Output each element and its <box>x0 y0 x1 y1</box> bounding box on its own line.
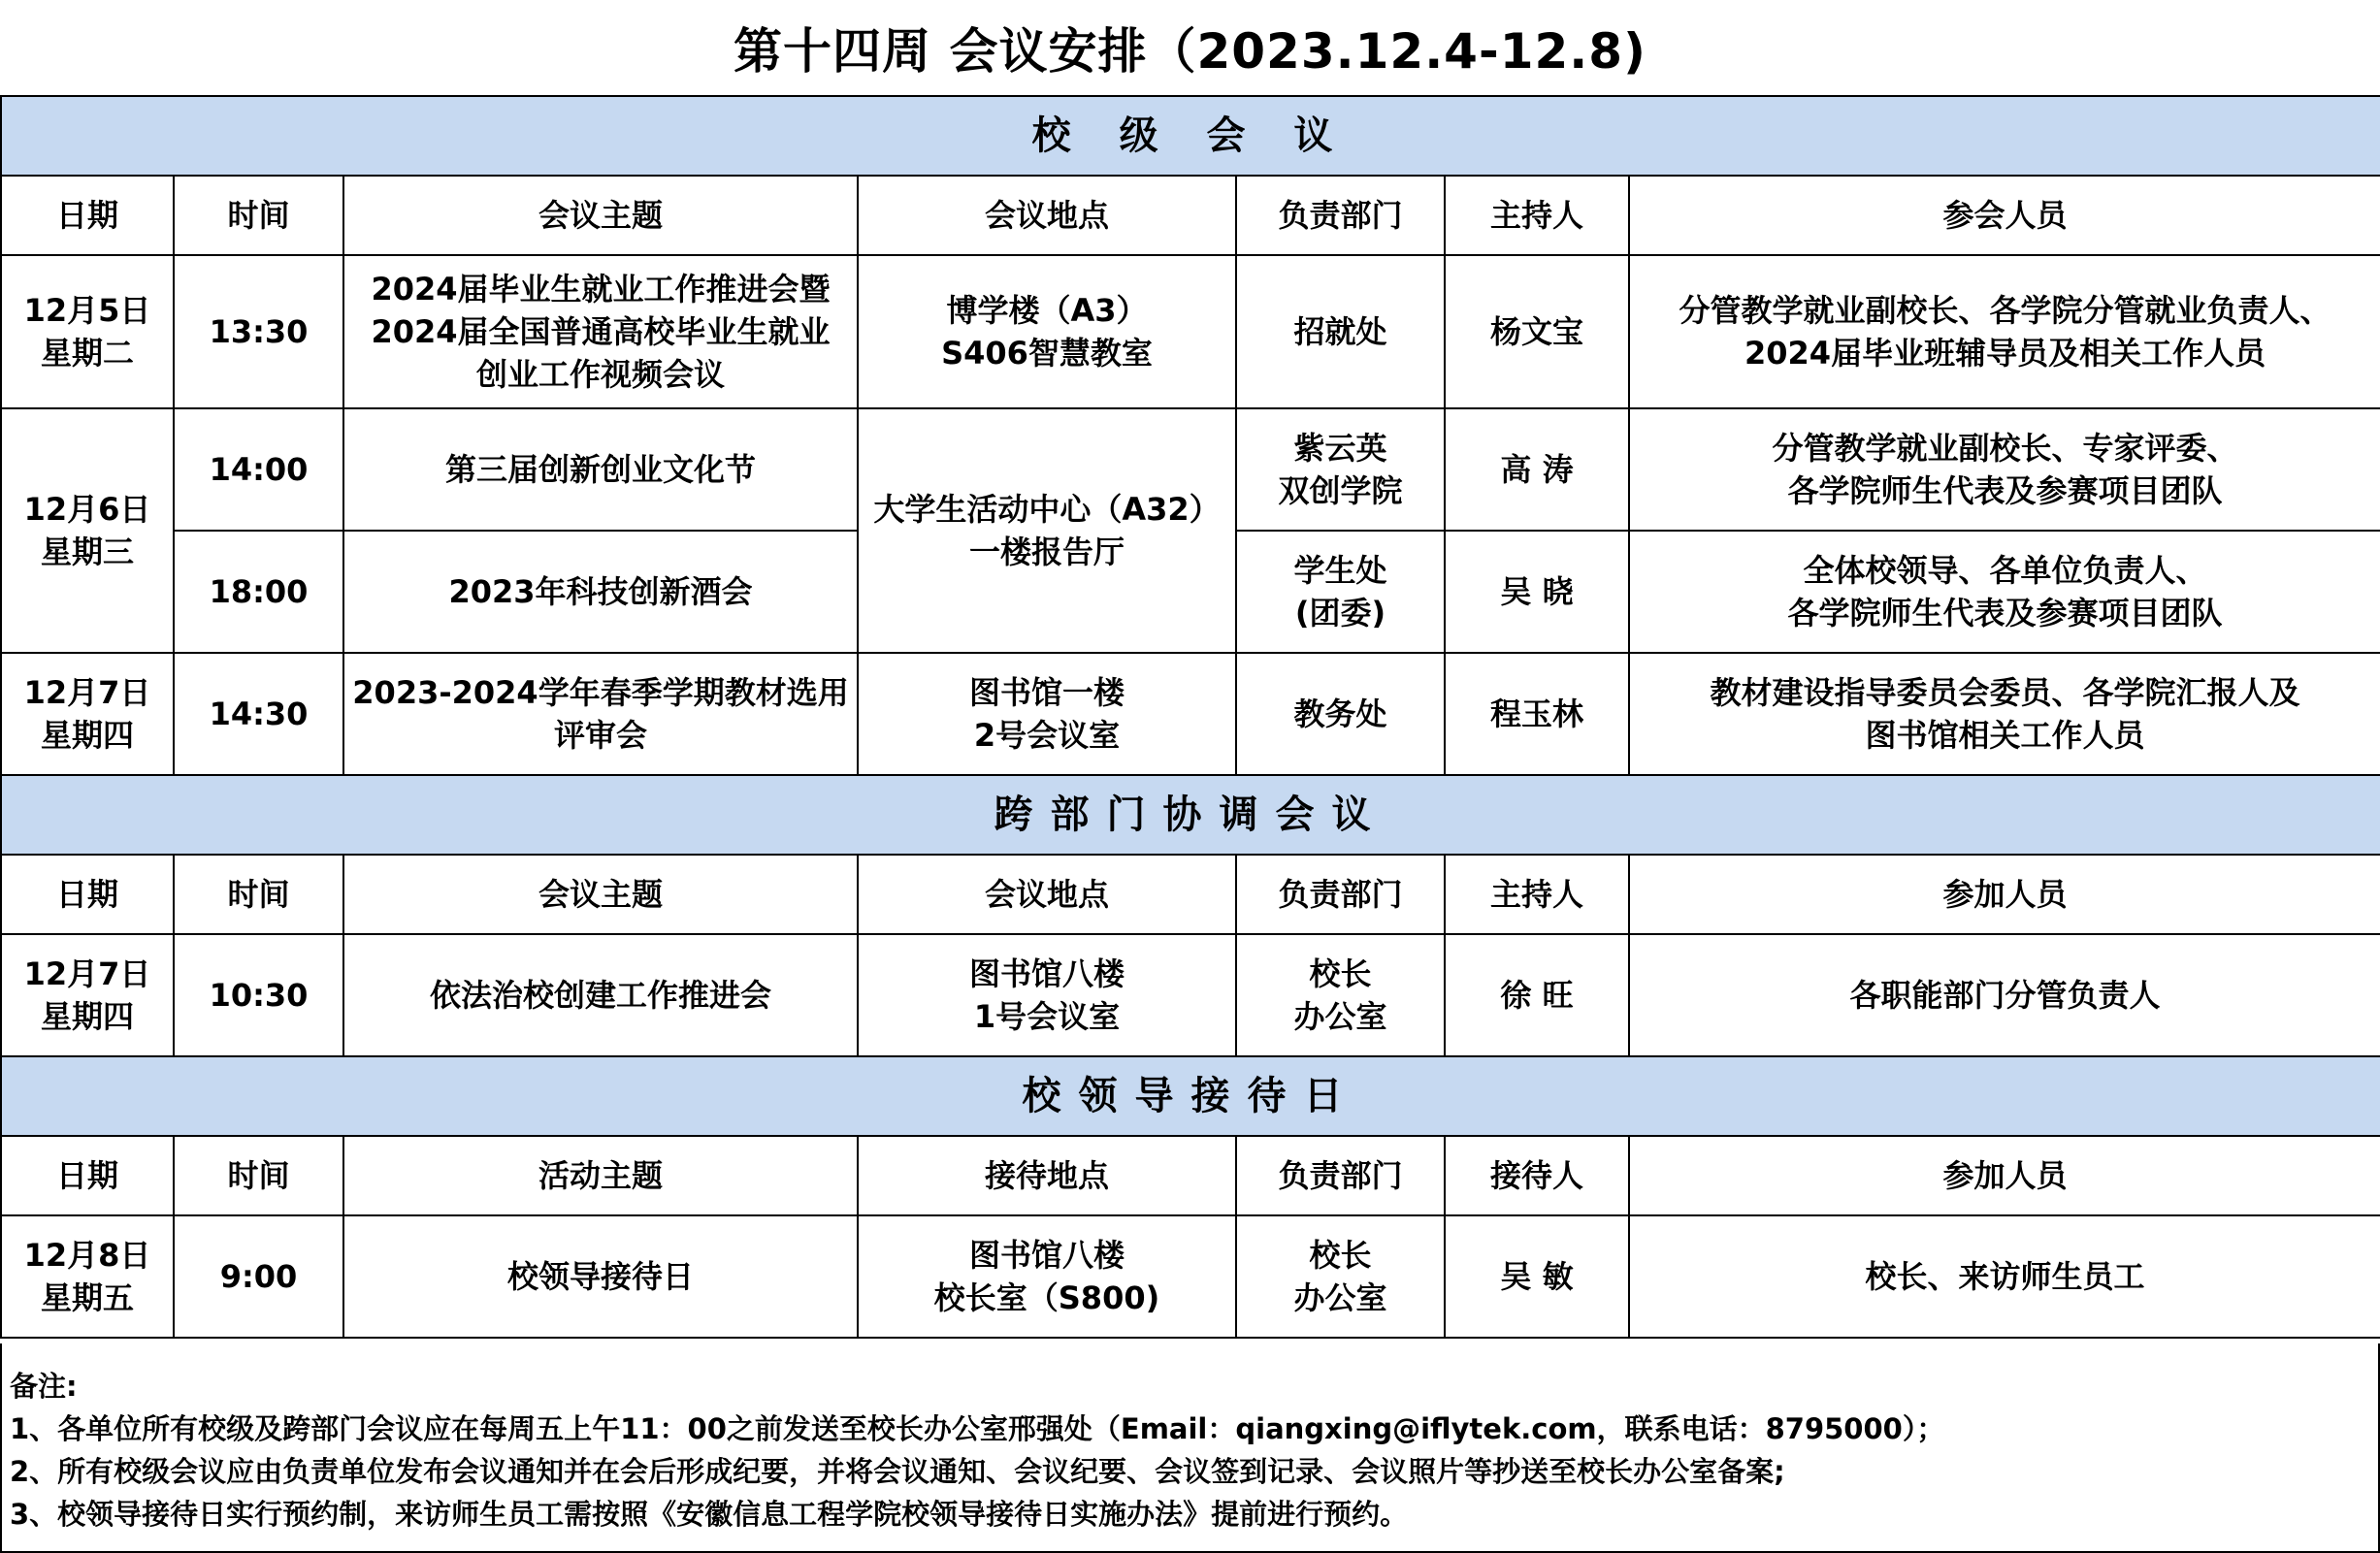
section-heading: 校领导接待日 <box>1 1056 2380 1136</box>
dept-cell: 校长 办公室 <box>1236 934 1445 1056</box>
header-cell: 活动主题 <box>343 1136 858 1215</box>
header-cell: 接待人 <box>1445 1136 1629 1215</box>
table-row <box>1 255 2380 408</box>
header-row <box>1 855 2380 934</box>
table-row <box>1 408 2380 531</box>
place-cell: 博学楼（A3） S406智慧教室 <box>858 255 1236 408</box>
note-line: 1、各单位所有校级及跨部门会议应在每周五上午11：00之前发送至校长办公室邢强处（Email：qiangxing@iflytek.com，联系电话：8795000）； <box>10 1412 1945 1445</box>
dept-cell: 学生处 (团委) <box>1236 531 1445 653</box>
date-cell: 12月7日 星期四 <box>1 653 174 775</box>
date-cell: 12月6日 星期三 <box>1 408 174 653</box>
time-cell: 13:30 <box>174 255 343 408</box>
attendees-cell: 分管教学就业副校长、各学院分管就业负责人、 2024届毕业班辅导员及相关工作人员 <box>1629 255 2380 408</box>
time-cell: 14:30 <box>174 653 343 775</box>
host-cell: 高 涛 <box>1445 408 1629 531</box>
host-cell: 徐 旺 <box>1445 934 1629 1056</box>
date-cell: 12月7日 星期四 <box>1 934 174 1056</box>
notes-label: 备注: <box>10 1370 78 1403</box>
attendees-cell: 教材建设指导委员会委员、各学院汇报人及 图书馆相关工作人员 <box>1629 653 2380 775</box>
header-cell: 会议主题 <box>343 855 858 934</box>
header-cell: 会议地点 <box>858 855 1236 934</box>
place-cell: 图书馆八楼 1号会议室 <box>858 934 1236 1056</box>
attendees-cell: 分管教学就业副校长、专家评委、 各学院师生代表及参赛项目团队 <box>1629 408 2380 531</box>
host-cell: 程玉林 <box>1445 653 1629 775</box>
header-cell: 日期 <box>1 1136 174 1215</box>
host-cell: 吴 敏 <box>1445 1215 1629 1338</box>
header-cell: 参加人员 <box>1629 855 2380 934</box>
topic-cell: 校领导接待日 <box>343 1215 858 1338</box>
time-cell: 14:00 <box>174 408 343 531</box>
header-cell: 负责部门 <box>1236 855 1445 934</box>
place-cell: 大学生活动中心（A32） 一楼报告厅 <box>858 408 1236 653</box>
notes-block <box>0 1343 2380 1553</box>
dept-cell: 教务处 <box>1236 653 1445 775</box>
section-cross-heading-row <box>1 775 2380 855</box>
topic-cell: 2023-2024学年春季学期教材选用 评审会 <box>343 653 858 775</box>
section-heading: 校 级 会 议 <box>1 96 2380 176</box>
place-cell: 图书馆一楼 2号会议室 <box>858 653 1236 775</box>
topic-cell: 2024届毕业生就业工作推进会暨 2024届全国普通高校毕业生就业 创业工作视频会议 <box>343 255 858 408</box>
header-cell: 负责部门 <box>1236 1136 1445 1215</box>
topic-cell: 2023年科技创新酒会 <box>343 531 858 653</box>
time-cell: 9:00 <box>174 1215 343 1338</box>
header-cell: 负责部门 <box>1236 176 1445 255</box>
dept-cell: 紫云英 双创学院 <box>1236 408 1445 531</box>
note-line: 2、所有校级会议应由负责单位发布会议通知并在会后形成纪要，并将会议通知、会议纪要、会议签到记录、会议照片等抄送至校长办公室备案; <box>10 1455 1785 1488</box>
host-cell: 杨文宝 <box>1445 255 1629 408</box>
header-cell: 时间 <box>174 855 343 934</box>
header-cell: 参会人员 <box>1629 176 2380 255</box>
attendees-cell: 各职能部门分管负责人 <box>1629 934 2380 1056</box>
schedule-table <box>0 95 2380 1339</box>
header-row <box>1 1136 2380 1215</box>
header-row <box>1 176 2380 255</box>
date-cell: 12月8日 星期五 <box>1 1215 174 1338</box>
header-cell: 时间 <box>174 1136 343 1215</box>
header-cell: 日期 <box>1 176 174 255</box>
page-title: 第十四周 会议安排（2023.12.4-12.8) <box>734 23 1646 80</box>
header-cell: 主持人 <box>1445 176 1629 255</box>
header-cell: 接待地点 <box>858 1136 1236 1215</box>
header-cell: 日期 <box>1 855 174 934</box>
header-cell: 会议地点 <box>858 176 1236 255</box>
table-row <box>1 934 2380 1056</box>
table-row <box>1 653 2380 775</box>
dept-cell: 校长 办公室 <box>1236 1215 1445 1338</box>
place-cell: 图书馆八楼 校长室（S800) <box>858 1215 1236 1338</box>
header-cell: 参加人员 <box>1629 1136 2380 1215</box>
section-school-heading-row <box>1 96 2380 176</box>
topic-cell: 依法治校创建工作推进会 <box>343 934 858 1056</box>
table-row <box>1 1215 2380 1338</box>
dept-cell: 招就处 <box>1236 255 1445 408</box>
section-reception-heading-row <box>1 1056 2380 1136</box>
time-cell: 10:30 <box>174 934 343 1056</box>
date-cell: 12月5日 星期二 <box>1 255 174 408</box>
section-heading: 跨部门协调会议 <box>1 775 2380 855</box>
time-cell: 18:00 <box>174 531 343 653</box>
header-cell: 时间 <box>174 176 343 255</box>
header-cell: 主持人 <box>1445 855 1629 934</box>
topic-cell: 第三届创新创业文化节 <box>343 408 858 531</box>
attendees-cell: 全体校领导、各单位负责人、 各学院师生代表及参赛项目团队 <box>1629 531 2380 653</box>
note-line: 3、校领导接待日实行预约制，来访师生员工需按照《安徽信息工程学院校领导接待日实施办法》提前进行预约。 <box>10 1498 1409 1531</box>
host-cell: 吴 晓 <box>1445 531 1629 653</box>
attendees-cell: 校长、来访师生员工 <box>1629 1215 2380 1338</box>
header-cell: 会议主题 <box>343 176 858 255</box>
